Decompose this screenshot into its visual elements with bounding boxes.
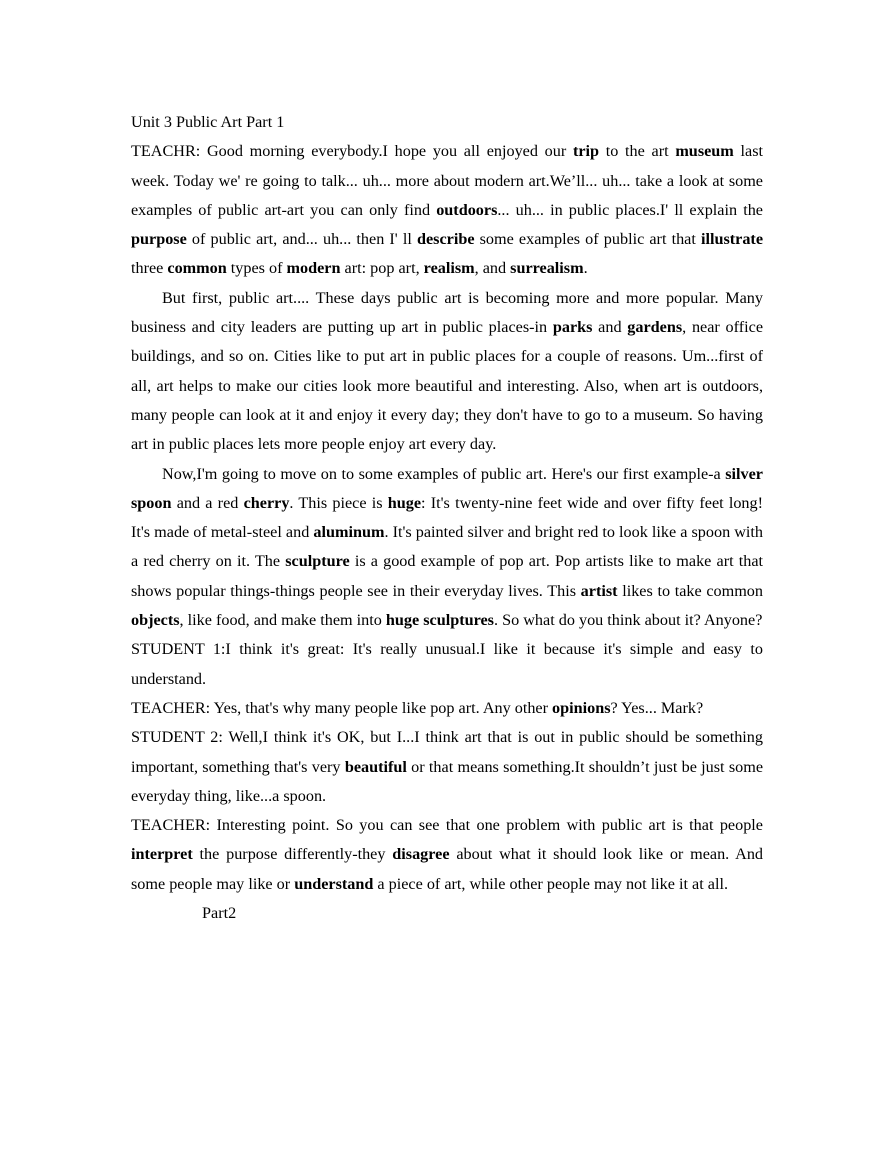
- part2-heading: Part2: [202, 904, 237, 923]
- bold-vocabulary-word: modern: [286, 259, 341, 278]
- bold-vocabulary-word: interpret: [131, 845, 193, 864]
- bold-vocabulary-word: realism: [423, 259, 475, 278]
- bold-vocabulary-word: artist: [580, 581, 618, 600]
- text-run: .: [583, 259, 588, 278]
- text-run: TEACHER: Interesting point. So you can see that one problem with public art is that people: [131, 816, 763, 835]
- bold-vocabulary-word: cherry: [243, 493, 290, 512]
- bold-vocabulary-word: disagree: [392, 845, 450, 864]
- bold-vocabulary-word: silver spoon: [131, 464, 763, 512]
- text-run: the purpose differently-they: [192, 845, 393, 864]
- transcript-paragraph: [131, 694, 763, 723]
- bold-vocabulary-word: beautiful: [344, 757, 407, 776]
- text-run: But first, public art.... These days public art is becoming more and more popular. Many business and city leaders are putting up art in public places-in: [131, 288, 763, 337]
- text-run: three: [131, 259, 168, 278]
- transcript-paragraph: [131, 635, 763, 694]
- bold-vocabulary-word: huge: [387, 493, 422, 512]
- text-run: is a good example of pop art. Pop artists like to make art that shows popular things-things people see in their everyday lives. This: [131, 552, 764, 600]
- transcript-paragraph: [131, 460, 763, 636]
- text-run: last week. Today we' re going to talk... uh... more about modern art.We’ll... uh... take a look at some examples of public art-art you can only find: [131, 142, 763, 219]
- transcript-paragraph: [131, 811, 763, 899]
- text-run: STUDENT 2: Well,I think it's OK, but I...I think art that is out in public should be something important, something that's very: [131, 728, 763, 776]
- text-run: ... uh... in public places.I' ll explain the: [497, 200, 763, 219]
- bold-vocabulary-word: trip: [572, 142, 600, 161]
- transcript-paragraph: [131, 723, 763, 811]
- transcript-paragraphs: [131, 137, 763, 899]
- text-run: some examples of public art that: [474, 230, 701, 249]
- text-run: and: [592, 318, 628, 337]
- text-run: to the art: [599, 142, 676, 161]
- document-title: Unit 3 Public Art Part 1: [131, 113, 285, 131]
- bold-vocabulary-word: aluminum: [313, 523, 385, 542]
- document-body: [131, 108, 763, 928]
- bold-vocabulary-word: huge sculptures: [385, 611, 494, 630]
- text-run: about what it should look like or mean. And some people may like or: [131, 845, 764, 893]
- text-run: types of: [226, 259, 287, 278]
- text-run: . So what do you think about it? Anyone?: [493, 611, 763, 630]
- text-run: , and: [474, 259, 511, 278]
- bold-vocabulary-word: gardens: [627, 318, 683, 337]
- text-run: a piece of art, while other people may not like it at all.: [373, 874, 729, 893]
- text-run: TEACHR: Good morning everybody.I hope you all enjoyed our: [131, 142, 573, 161]
- bold-vocabulary-word: purpose: [131, 230, 187, 249]
- text-run: ? Yes... Mark?: [610, 698, 704, 717]
- bold-vocabulary-word: museum: [675, 142, 734, 161]
- text-run: , like food, and make them into: [179, 611, 386, 630]
- text-run: or that means something.It shouldn’t just be just some everyday thing, like...a spoon.: [131, 757, 763, 805]
- bold-vocabulary-word: surrealism: [510, 259, 584, 278]
- bold-vocabulary-word: sculpture: [285, 552, 350, 571]
- bold-vocabulary-word: common: [167, 259, 227, 278]
- text-run: STUDENT 1:I think it's great: It's really unusual.I like it because it's simple and easy to understand.: [131, 640, 763, 688]
- bold-vocabulary-word: objects: [131, 611, 180, 630]
- bold-vocabulary-word: opinions: [552, 698, 611, 717]
- bold-vocabulary-word: parks: [552, 318, 593, 337]
- text-run: TEACHER: Yes, that's why many people like pop art. Any other: [131, 698, 553, 717]
- text-run: Now,I'm going to move on to some examples of public art. Here's our first example-a: [162, 464, 726, 483]
- bold-vocabulary-word: outdoors: [436, 200, 498, 219]
- text-run: : It's twenty-nine feet wide and over fifty feet long! It's made of metal-steel and: [131, 493, 764, 542]
- text-run: art: pop art,: [340, 259, 424, 278]
- text-run: , near office buildings, and so on. Cities like to put art in public places for a couple of reasons. Um...first of all, art helps to make our cities look more beautiful and interesting. Also, when art is outdoors, many people can look at it and enjoy it every day; they don't have to go to a museum. So having art in public places lets more people enjoy art every day.: [131, 318, 763, 454]
- text-run: . This piece is: [289, 493, 388, 512]
- text-run: and a red: [171, 493, 244, 512]
- text-run: likes to take common: [617, 581, 763, 600]
- bold-vocabulary-word: describe: [416, 230, 475, 249]
- transcript-paragraph: [131, 137, 763, 283]
- text-run: . It's painted silver and bright red to look like a spoon with a red cherry on it. The: [131, 523, 764, 571]
- text-run: of public art, and... uh... then I' ll: [186, 230, 417, 249]
- bold-vocabulary-word: understand: [294, 874, 374, 893]
- bold-vocabulary-word: illustrate: [700, 230, 764, 249]
- transcript-paragraph: [131, 284, 763, 460]
